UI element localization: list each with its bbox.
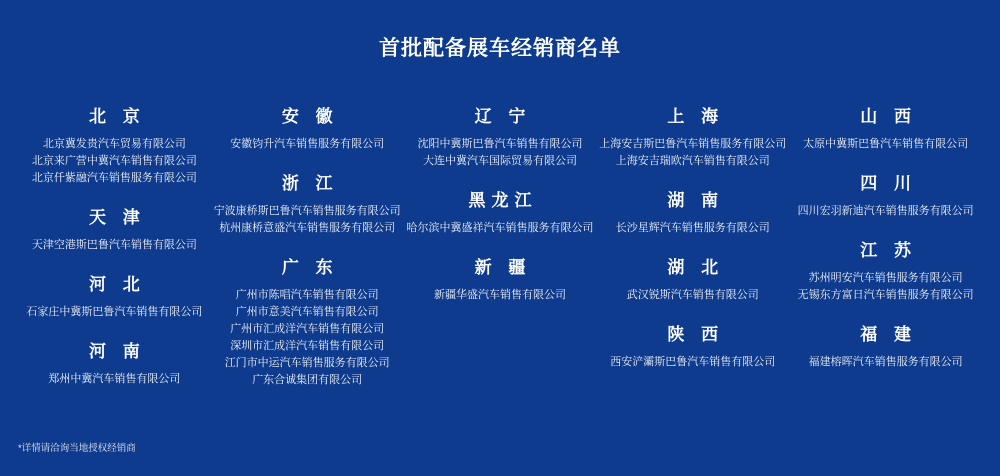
dealer-name: 新疆华盛汽车销售有限公司 xyxy=(433,289,566,301)
region-name: 天 津 xyxy=(89,208,146,227)
dealer-name: 西安浐灞斯巴鲁汽车销售有限公司 xyxy=(610,356,776,368)
footnote-text: *详情请洽询当地授权经销商 xyxy=(18,443,136,454)
dealer-name: 江门市中运汽车销售服务有限公司 xyxy=(224,357,390,369)
dealer-name: 苏州明安汽车销售服务有限公司 xyxy=(808,272,963,284)
region-block xyxy=(18,203,211,254)
dealer-name: 无锡东方富日汽车销售服务有限公司 xyxy=(797,289,974,301)
dealer-name: 广州市意美汽车销售有限公司 xyxy=(235,306,379,318)
dealer-name: 广东合诚集团有限公司 xyxy=(252,374,363,386)
region-name: 黑龙江 xyxy=(468,191,538,210)
region-name: 河 南 xyxy=(89,342,146,361)
page-title: 首批配备展车经销商名单 xyxy=(379,37,621,60)
dealer-name: 深圳市汇成洋汽车销售有限公司 xyxy=(230,340,385,352)
region-name: 浙 江 xyxy=(281,174,339,193)
dealer-name: 北京冀发贵汽车贸易有限公司 xyxy=(42,138,186,150)
region-block xyxy=(211,253,404,389)
region-block xyxy=(18,102,211,187)
region-block xyxy=(18,270,211,321)
dealer-name: 北京来广营中冀汽车销售有限公司 xyxy=(31,155,197,167)
region-block xyxy=(789,102,982,153)
dealer-name: 安徽钧升汽车销售服务有限公司 xyxy=(230,138,385,150)
region-name: 江 苏 xyxy=(860,241,917,260)
region-block xyxy=(404,186,597,237)
dealer-name: 宁波康桥斯巴鲁汽车销售服务有限公司 xyxy=(213,205,401,217)
dealer-name: 郑州中冀汽车销售有限公司 xyxy=(48,373,181,385)
dealer-name: 沈阳中冀斯巴鲁汽车销售有限公司 xyxy=(417,138,583,150)
dealer-name: 长沙星辉汽车销售服务有限公司 xyxy=(615,222,770,234)
dealer-name: 哈尔滨中冀盛祥汽车销售服务有限公司 xyxy=(406,222,594,234)
region-block xyxy=(404,102,597,170)
region-block xyxy=(596,253,789,304)
region-column xyxy=(404,102,597,320)
region-name: 辽 宁 xyxy=(474,107,532,126)
region-name: 山 西 xyxy=(860,107,917,126)
dealer-name: 武汉锐斯汽车销售有限公司 xyxy=(626,289,759,301)
region-name: 新 疆 xyxy=(474,258,532,277)
dealer-name: 上海安吉斯巴鲁汽车销售服务有限公司 xyxy=(599,138,787,150)
region-column xyxy=(596,102,789,387)
region-block xyxy=(789,169,982,220)
region-block xyxy=(18,337,211,388)
dealer-name: 杭州康桥意盛汽车销售服务有限公司 xyxy=(219,222,396,234)
region-columns xyxy=(0,62,1000,405)
region-block xyxy=(596,102,789,170)
region-block xyxy=(211,169,404,237)
dealer-name: 天津空港斯巴鲁汽车销售有限公司 xyxy=(31,239,197,251)
region-name: 河 北 xyxy=(89,275,146,294)
region-name: 四 川 xyxy=(860,174,917,193)
dealer-name: 大连中冀汽车国际贸易有限公司 xyxy=(422,155,577,167)
dealer-name: 福建榕晖汽车销售服务有限公司 xyxy=(808,356,963,368)
region-block xyxy=(789,236,982,304)
region-column xyxy=(18,102,211,404)
region-name: 安 徽 xyxy=(281,107,339,126)
region-block xyxy=(596,320,789,371)
region-column xyxy=(789,102,982,387)
dealer-name: 四川宏羽新迪汽车销售服务有限公司 xyxy=(797,205,974,217)
region-name: 福 建 xyxy=(860,325,917,344)
dealer-name: 太原中冀斯巴鲁汽车销售有限公司 xyxy=(803,138,969,150)
region-name: 广 东 xyxy=(281,258,339,277)
dealer-name: 上海安吉瑞欧汽车销售有限公司 xyxy=(615,155,770,167)
region-block xyxy=(596,186,789,237)
region-name: 上 海 xyxy=(667,107,725,126)
region-name: 陕 西 xyxy=(667,325,725,344)
dealer-name: 北京仟紫融汽车销售服务有限公司 xyxy=(31,172,197,184)
region-name: 北 京 xyxy=(89,107,146,126)
dealer-name: 广州市陈唱汽车销售有限公司 xyxy=(235,289,379,301)
dealer-name: 广州市汇成洋汽车销售有限公司 xyxy=(230,323,385,335)
region-name: 湖 北 xyxy=(667,258,725,277)
region-name: 湖 南 xyxy=(667,191,725,210)
region-column xyxy=(211,102,404,405)
region-block xyxy=(789,320,982,371)
region-block xyxy=(404,253,597,304)
region-block xyxy=(211,102,404,153)
dealer-name: 石家庄中冀斯巴鲁汽车销售有限公司 xyxy=(26,306,203,318)
